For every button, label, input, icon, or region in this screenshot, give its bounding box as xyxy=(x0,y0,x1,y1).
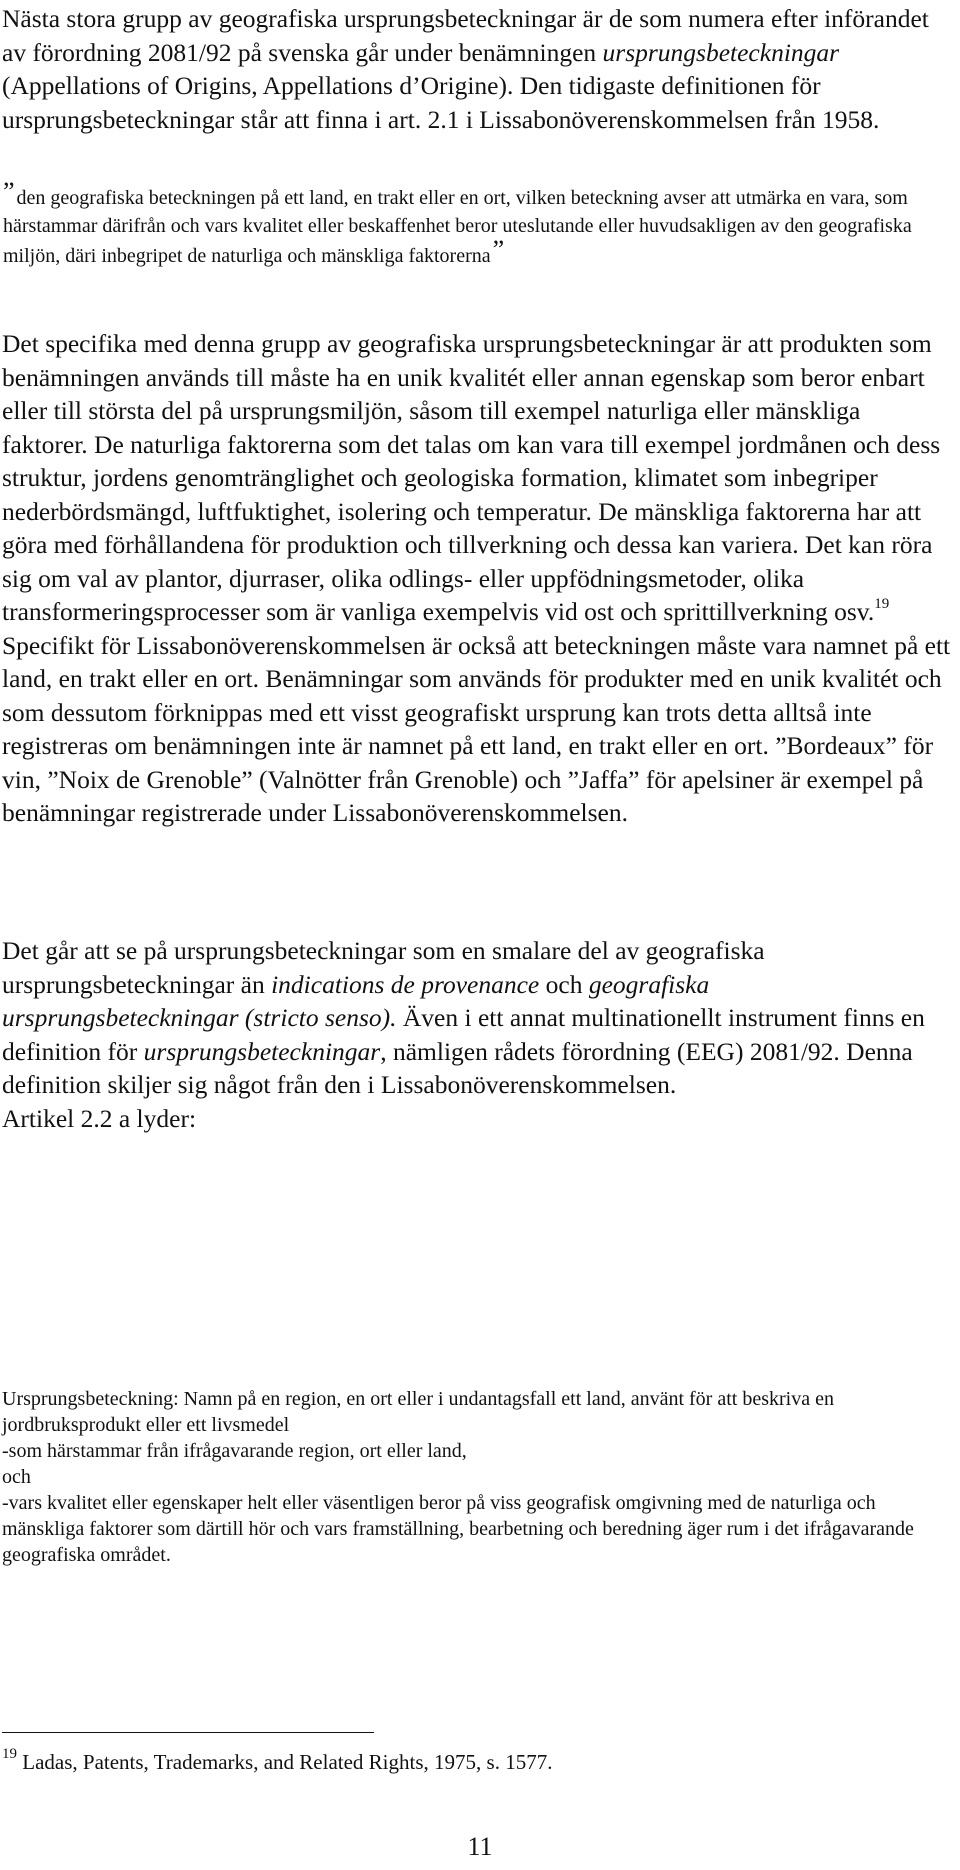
paragraph-specifics-text-a: Det specifika med denna grupp av geografiska ursprungsbeteckningar är att produkten som benämningen används till måste ha en unik kvalitét eller annan egenskap som beror enbart eller till största del på ursprungsmiljön, såsom till exempel naturliga eller mänskliga faktorer. De naturliga faktorerna som det talas om kan vara till exempel jordmånen och dess struktur, jordens genomtränglighet och geologiska formation, klimatet som inbegriper nederbördsmängd, luftfuktighet, isolering och temperatur. De mänskliga faktorerna har att göra med förhållandena för produktion och tillverkning och dessa kan variera. Det kan röra sig om val av plantor, djurraser, olika odlings- eller uppfödningsmetoder, olika transformeringsprocesser som är vanliga exempelvis vid ost och sprittillverkning osv. xyxy=(2,329,941,626)
paragraph-intro xyxy=(2,2,952,136)
paragraph-comparison xyxy=(2,934,952,1135)
quote-text: den geografiska beteckningen på ett land, en trakt eller en ort, vilken beteckning avser att utmärka en vara, som härstammar därifrån och vars kvalitet eller beskaffenhet beror uteslutande eller huvudsakligen av den geografiska miljön, däri inbegripet de naturliga och mänskliga faktorerna xyxy=(3,187,912,267)
page-number: 11 xyxy=(467,1832,493,1861)
paragraph-comparison-italic-3: ursprungsbeteckningar xyxy=(143,1036,381,1066)
paragraph-intro-italic-term: ursprungsbeteckningar xyxy=(602,37,840,67)
paragraph-intro-text-b: (Appellations of Origins, Appellations d’Origine). Den tidigaste definitionen för ursprungsbeteckningar står att finna i art. 2.1 i Lissabonöverenskommelsen från 1958. xyxy=(2,71,880,134)
footnote-separator xyxy=(2,1732,374,1733)
paragraph-comparison-text-a: Det går att se på ursprungsbeteckningar som en smalare del av geografiska ursprungsbeteckningar än xyxy=(2,936,765,999)
paragraph-comparison-text-b: och xyxy=(539,969,589,999)
paragraph-comparison-italic-2: geografiska ursprungsbeteckningar (stricto senso). xyxy=(2,969,710,1032)
article-intro-line: Artikel 2.2 a lyder: xyxy=(2,1103,197,1133)
paragraph-comparison-text-d: , nämligen rådets förordning (EEG) 2081/92. Denna definition skiljer sig något från den i Lissabonöverenskommelsen. xyxy=(2,1036,913,1099)
lisbon-definition-quote xyxy=(3,177,951,270)
paragraph-intro-text-a: Nästa stora grupp av geografiska ursprungsbeteckningar är de som numera efter införandet av förordning 2081/92 på svenska går under benämningen xyxy=(2,4,929,67)
paragraph-specifics-text-b: Specifikt för Lissabonöverenskommelsen är också att beteckningen måste vara namnet på ett land, en trakt eller en ort. Benämningar som används för produkter med en unik kvalitét och som dessutom förknippas med ett visst geografiskt ursprung kan trots detta alltså inte registreras om benämningen inte är namnet på ett land, en trakt eller en ort. ”Bordeaux” för vin, ”Noix de Grenoble” (Valnötter från Grenoble) och ”Jaffa” för apelsiner är exempel på benämningar registrerade under Lissabonöverenskommelsen. xyxy=(2,630,951,827)
footnote-number: 19 xyxy=(2,1746,17,1762)
paragraph-specifics xyxy=(2,327,952,830)
article-line-conjunction: och xyxy=(2,1466,31,1488)
paragraph-comparison-italic-1: indications de provenance xyxy=(271,969,540,999)
article-2-2-a-quote xyxy=(2,1386,952,1568)
article-line-origin: -som härstammar från ifrågavarande region, ort eller land, xyxy=(2,1440,467,1462)
footnote xyxy=(2,1748,952,1776)
footnote-text: Ladas, Patents, Trademarks, and Related Rights, 1975, s. 1577. xyxy=(17,1750,553,1774)
article-line-quality: -vars kvalitet eller egenskaper helt eller väsentligen beror på viss geografisk omgivning med de naturliga och mänskliga faktorer som därtill hör och vars framställning, bearbetning och beredning äger rum i det ifrågavarande geografiska området. xyxy=(2,1492,914,1566)
article-line-definition: Ursprungsbeteckning: Namn på en region, en ort eller i undantagsfall ett land, använt för att beskriva en jordbruksprodukt eller ett livsmedel xyxy=(2,1388,834,1436)
footnote-reference[interactable]: 19 xyxy=(874,595,890,612)
paragraph-comparison-text-c: Även i ett annat multinationellt instrument finns en definition för xyxy=(2,1003,925,1066)
quote-open-mark: ” xyxy=(3,177,15,206)
quote-close-mark: ” xyxy=(492,235,505,264)
